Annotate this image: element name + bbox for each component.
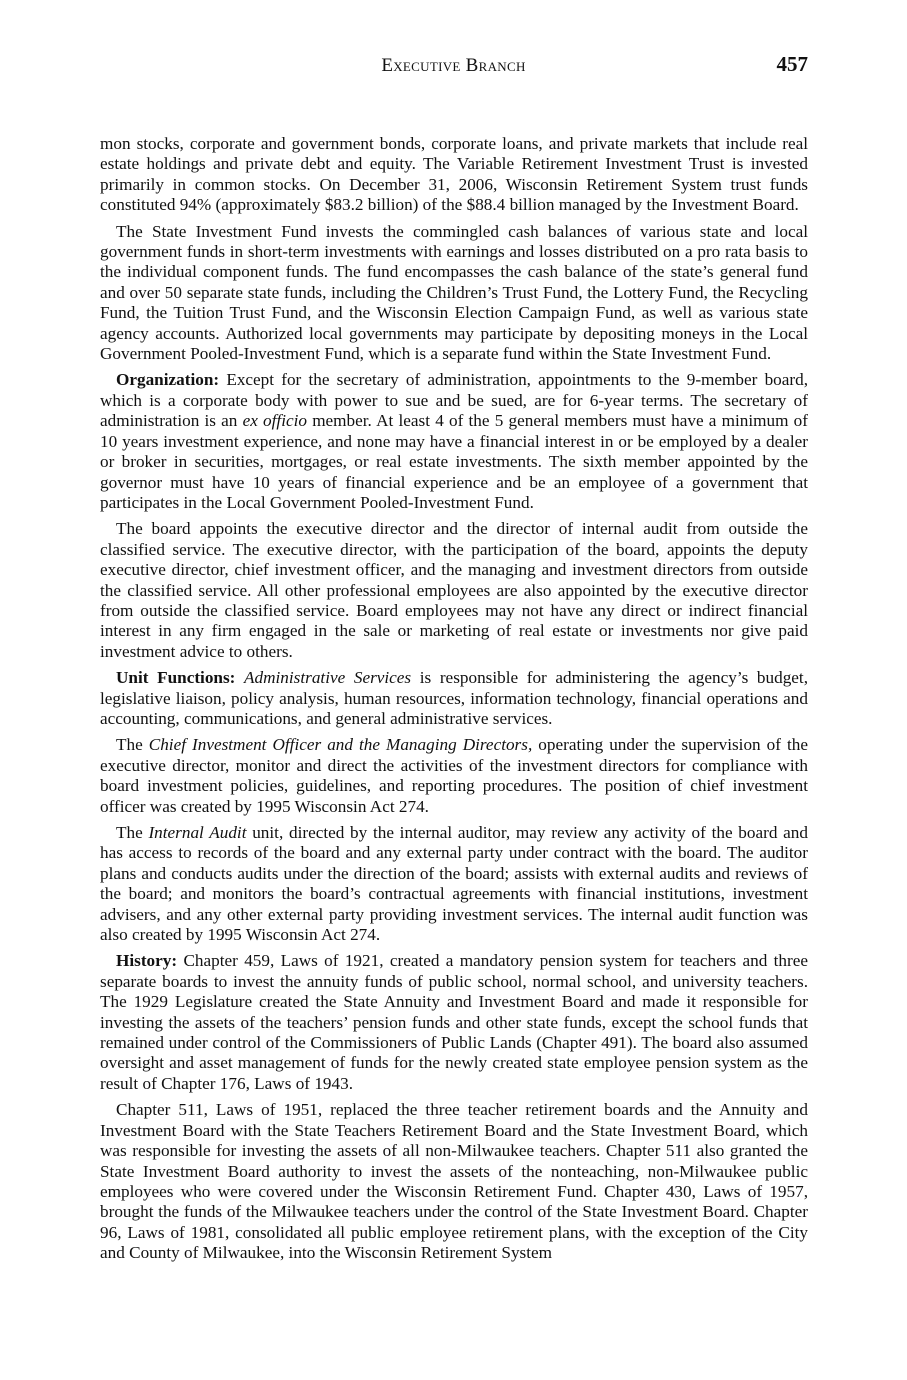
section-lead-history: History: (116, 951, 178, 971)
paragraph-investment-trusts: mon stocks, corporate and government bonds, corporate loans, and private markets that include real estate holdings and private debt and equity. The Variable Retirement Investment Trust is invested primarily in common stocks. On December 31, 2006, Wisconsin Retirement System trust funds constituted 94% (approximately $83.2 billion) of the $88.4 billion managed by the Investment Board. (100, 134, 808, 215)
body-text (100, 134, 808, 1270)
page-number: 457 (776, 52, 808, 76)
paragraph-organization: Organization: Except for the secretary of administration, appointments to the 9-member board, which is a corporate body with power to sue and be sued, are for 6-year terms. The secretary of administration is an ex officio member. At least 4 of the 5 general members must have a minimum of 10 years investment experience, and none may have a financial interest in or be employed by a dealer or broker in securities, mortgages, or real estate investments. The sixth member appointed by the governor must have 10 years of financial experience and be an employee of a government that participates in the Local Government Pooled-Investment Fund. (100, 370, 808, 512)
paragraph-internal-audit: The Internal Audit unit, directed by the internal auditor, may review any activity of the board and has access to records of the board and any external party under contract with the board. The auditor plans and conducts audits under the direction of the board; assists with external audits and reviews of the board; and monitors the board’s contractual agreements with financial institutions, investment advisers, and any other external party providing investment services. The internal audit function was also created by 1995 Wisconsin Act 274. (100, 823, 808, 945)
paragraph-chief-investment-officer: The Chief Investment Officer and the Managing Directors, operating under the supervision of the executive director, monitor and direct the activities of the investment directors for compliance with board investment policies, guidelines, and reporting procedures. The position of chief investment officer was created by 1995 Wisconsin Act 274. (100, 735, 808, 816)
section-lead-organization: Organization: (116, 370, 220, 390)
section-lead-unit-functions: Unit Functions: (116, 668, 236, 688)
paragraph-unit-functions: Unit Functions: Administrative Services is responsible for administering the agency’s budget, legislative liaison, policy analysis, human resources, information technology, financial operations and accounting, communications, and general administrative services. (100, 668, 808, 728)
paragraph-board-appointments: The board appoints the executive director and the director of internal audit from outside the classified service. The executive director, with the participation of the board, appoints the deputy executive director, chief investment officer, and the managing and investment directors from outside the classified service. All other professional employees are also appointed by the executive director from outside the classified service. Board employees may not have any direct or indirect financial interest in any firm engaged in the sale or marketing of real estate or investments nor give paid investment advice to others. (100, 519, 808, 661)
running-header: Executive Branch (381, 55, 526, 76)
paragraph-history: History: Chapter 459, Laws of 1921, created a mandatory pension system for teachers and three separate boards to invest the annuity funds of public school, normal school, and university teachers. The 1929 Legislature created the State Annuity and Investment Board and made it responsible for investing the assets of the teachers’ pension funds and other state funds, except the school funds that remained under control of the Commissioners of Public Lands (Chapter 491). The board also assumed oversight and asset management of funds for the newly created state employee pension system as the result of Chapter 176, Laws of 1943. (100, 951, 808, 1093)
paragraph-chapter-511: Chapter 511, Laws of 1951, replaced the three teacher retirement boards and the Annuity and Investment Board with the State Teachers Retirement Board and the State Investment Board, which was responsible for investing the assets of all non-Milwaukee teachers. Chapter 511 also granted the State Investment Board authority to invest the assets of the nonteaching, non-Milwaukee public employees who were covered under the Wisconsin Retirement Fund. Chapter 430, Laws of 1957, brought the funds of the Milwaukee teachers under the control of the State Investment Board. Chapter 96, Laws of 1981, consolidated all public employee retirement plans, with the exception of the City and County of Milwaukee, into the Wisconsin Retirement System (100, 1100, 808, 1263)
paragraph-state-investment-fund: The State Investment Fund invests the commingled cash balances of various state and local government funds in short-term investments with earnings and losses distributed on a pro rata basis to the individual component funds. The fund encompasses the cash balance of the state’s general fund and over 50 separate state funds, including the Children’s Trust Fund, the Lottery Fund, the Recycling Fund, the Tuition Trust Fund, and the Wisconsin Election Campaign Fund, as well as various state agency accounts. Authorized local governments may participate by depositing moneys in the Local Government Pooled-Investment Fund, which is a separate fund within the State Investment Fund. (100, 221, 808, 364)
